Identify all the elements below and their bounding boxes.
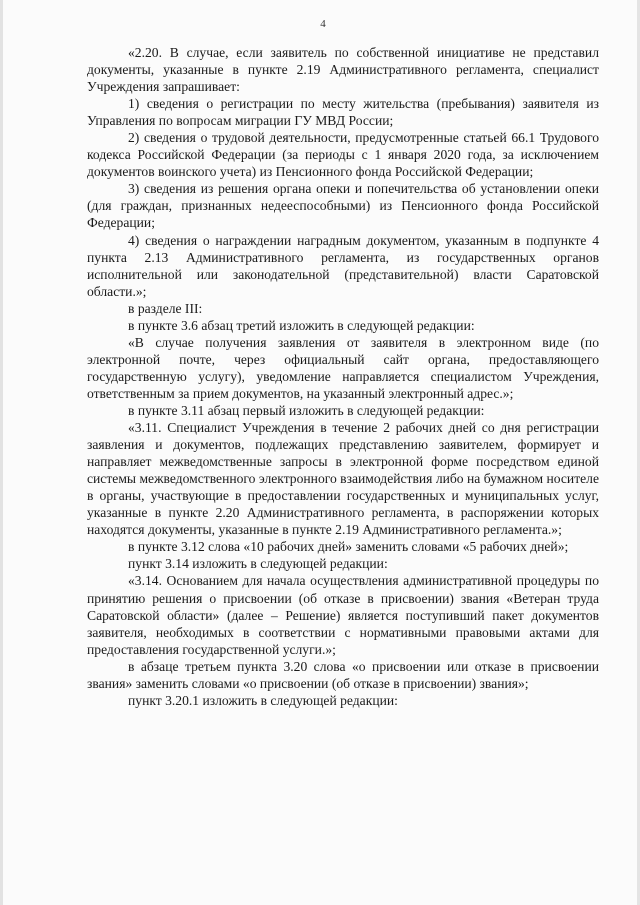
paragraph-3-14-text: «3.14. Основанием для начала осуществления административной процедуры по принятию решения о присвоении (об отказе в присвоении) звания «Ветеран труда Саратовской области» (далее – Решение) является поступивший пакет документов заявителя, необходимых в соответствии с нормативными правовыми актами для предоставления государственной услуги.»; xyxy=(87,573,599,657)
paragraph-3-12: в пункте 3.12 слова «10 рабочих дней» заменить словами «5 рабочих дней»; xyxy=(128,539,569,555)
paragraph-item-4: 4) сведения о награждении наградным документом, указанным в подпункте 4 пункта 2.13 Административного регламента, из государственных органов исполнительной или законодательной (представительной) власти Саратовской области.»; xyxy=(87,232,599,299)
paragraph-item-3: 3) сведения из решения органа опеки и попечительства об установлении опеки (для граждан, признанных недееспособными) из Пенсионного фонда Российской Федерации; xyxy=(87,181,599,231)
paragraph-item-2: 2) сведения о трудовой деятельности, предусмотренные статьей 66.1 Трудового кодекса Российской Федерации (за периоды с 1 января 2020 года, за исключением документов воинского учета) из Пенсионного фонда Российской Федерации; xyxy=(87,130,599,180)
paragraph-3-20-1-intro: пункт 3.20.1 изложить в следующей редакции: xyxy=(128,692,398,708)
paragraph-3-6-text: «В случае получения заявления от заявителя в электронном виде (по электронной почте, через официальный сайт органа, предоставляющего государственную услугу), уведомление направляется специалистом Учреждения, ответственным за прием документов, на указанный электронный адрес.»; xyxy=(87,334,599,401)
paragraph-3-14-intro: пункт 3.14 изложить в следующей редакции: xyxy=(128,556,388,572)
paragraph-3-11-intro: в пункте 3.11 абзац первый изложить в следующей редакции: xyxy=(128,402,485,418)
paragraph-section-3: в разделе III: xyxy=(128,300,203,316)
page-number: 4 xyxy=(320,18,326,30)
paragraph-3-11-text: «3.11. Специалист Учреждения в течение 2 рабочих дней со дня регистрации заявления и документов, подлежащих представлению заявителем, формирует и направляет межведомственные запросы в электронной форме посредством единой системы межведомственного электронного взаимодействия либо на бумажном носителе в органы, участвующие в предоставлении государственных и муниципальных услуг, указанные в пункте 2.20 Административного регламента, в распоряжении которых находятся документы, указанные в пункте 2.19 Административного регламента.»; xyxy=(87,420,599,538)
paragraph-2-20: «2.20. В случае, если заявитель по собственной инициативе не представил документы, указанные в пункте 2.19 Административного регламента, специалист Учреждения запрашивает: xyxy=(87,45,599,95)
paragraph-item-1: 1) сведения о регистрации по месту жительства (пребывания) заявителя из Управления по вопросам миграции ГУ МВД России; xyxy=(87,96,599,129)
paragraph-3-6-intro: в пункте 3.6 абзац третий изложить в следующей редакции: xyxy=(128,317,475,333)
document-body xyxy=(87,44,599,709)
paragraph-3-20: в абзаце третьем пункта 3.20 слова «о присвоении или отказе в присвоении звания» заменить словами «о присвоении (об отказе в присвоении) звания»; xyxy=(87,658,599,691)
